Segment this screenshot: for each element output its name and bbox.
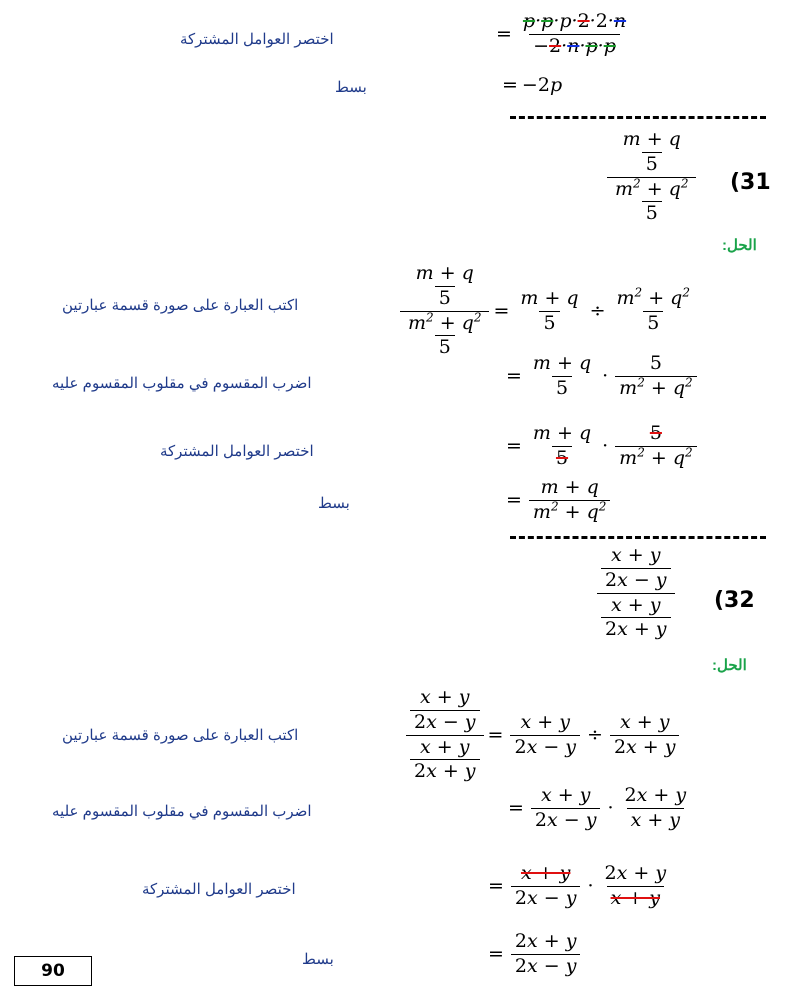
step-label-simplify-32: بسط [302, 951, 334, 968]
problem-32-expression: $\frac{\frac{x + y}{2x - y}}{\frac{x + y}{2x + y}}$ [594, 544, 678, 642]
step-label-cancel-top: اختصر العوامل المشتركة [180, 31, 334, 48]
separator-2 [510, 536, 766, 539]
equation-simplify-32: = $\frac{2x + y}{2x - y}$ [484, 930, 583, 979]
equation-multiply-31: = $\frac{m + q}{5}$ · $\frac{5}{m^2 + q^2}$ [502, 352, 700, 401]
solution-label-32: الحل: [712, 657, 747, 674]
separator-1 [510, 116, 766, 119]
solution-label-31: الحل: [722, 237, 757, 254]
equation-cancel-32: = $\frac{x + y}{2x - y}$ · $\frac{2x + y}{x + y}$ [488, 862, 667, 909]
problem-32-number: (32 [714, 588, 755, 613]
step-label-multiply-32: اضرب المقسوم في مقلوب المقسوم عليه [52, 803, 312, 820]
problem-31-number: (31 [730, 170, 771, 195]
equation-cancel-top: = $\frac{p\cdot p\cdot p\cdot 2\cdot 2\cdot n}{-2\cdot n\cdot p\cdot p}$ [496, 10, 627, 57]
problem-31-expression: $\frac{\frac{m + q}{5}}{\frac{m^2 + q^2}{5}}$ [604, 128, 699, 226]
step-label-simplify-31: بسط [318, 495, 350, 512]
step-label-cancel-31: اختصر العوامل المشتركة [160, 443, 314, 460]
equation-multiply-32: = $\frac{x + y}{2x - y}$ · $\frac{2x + y}{x + y}$ [508, 784, 687, 831]
equation-write-division-32: $\frac{\frac{x + y}{2x - y}}{\frac{x + y}{2x + y}}$ = $\frac{x + y}{2x - y}$ ÷ $\frac{x + y}{2x + y}$ [406, 686, 682, 784]
step-label-cancel-32: اختصر العوامل المشتركة [142, 881, 296, 898]
equation-write-division-31: $\frac{\frac{m + q}{5}}{\frac{m^2 + q^2}{5}}$ = $\frac{m + q}{5}$ ÷ $\frac{m^2 + q^2}{5}$ [400, 262, 697, 360]
equation-simplify-top: = −2p [502, 74, 563, 96]
equation-simplify-31: = $\frac{m + q}{m^2 + q^2}$ [502, 476, 613, 525]
step-label-simplify-top: بسط [335, 79, 367, 96]
page-number: 90 [14, 956, 92, 986]
step-label-write-division-31: اكتب العبارة على صورة قسمة عبارتين [62, 297, 299, 314]
equation-cancel-31: = $\frac{m + q}{5}$ · $\frac{5}{m^2 + q^2}$ [502, 422, 700, 471]
step-label-multiply-31: اضرب المقسوم في مقلوب المقسوم عليه [52, 375, 312, 392]
step-label-write-division-32: اكتب العبارة على صورة قسمة عبارتين [62, 727, 299, 744]
